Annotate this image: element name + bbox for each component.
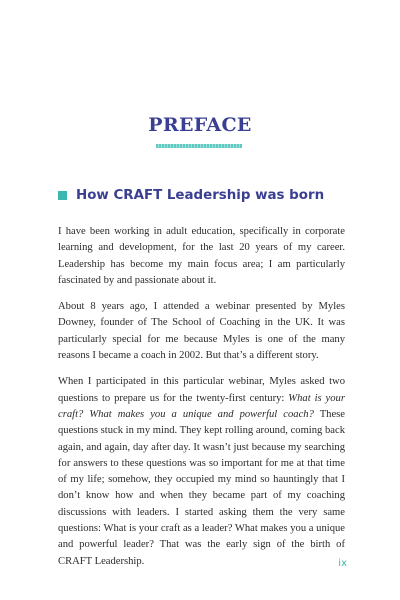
- paragraph-3-start: When I participated in this particular webinar, Myles asked two questions to prepare us for the twenty-first century:: [58, 376, 345, 404]
- square-bullet-icon: [58, 191, 67, 200]
- page-title: PREFACE: [148, 114, 252, 136]
- section-heading-text: How CRAFT Leadership was born: [76, 188, 325, 203]
- body-text: [58, 224, 345, 580]
- paragraph-1: I have been working in adult education, specifically in corporate learning and development, for the last 20 years of my career. Leadership has become my main focus area; I am particularly fascinated by and passionate about it.: [58, 226, 345, 286]
- paragraph-3-end: These questions stuck in my mind. They kept rolling around, coming back again, and again, day after day. It wasn’t just because my searching for answers to these questions was so important for me at that time of my life; somehow, they occupied my mind so hauntingly that I don’t know how and when they became part of my coaching discussions with leaders. I started asking them the very same questions: What is your craft as a leader? What makes you a unique and powerful leader? That was the early sign of the birth of CRAFT Leadership.: [58, 408, 345, 567]
- paragraph-3: [58, 374, 345, 570]
- page-number: ix: [338, 558, 347, 569]
- paragraph-3-questions: What is your craft? What makes you a unique and powerful coach?: [58, 392, 345, 420]
- section-heading: [58, 188, 324, 203]
- title-underline: [156, 144, 242, 148]
- paragraph-2: About 8 years ago, I attended a webinar presented by Myles Downey, founder of The School of Coaching in the UK. It was particularly special for me because Myles is one of the many reasons I became a coach in 2002. But that’s a different story.: [58, 301, 345, 362]
